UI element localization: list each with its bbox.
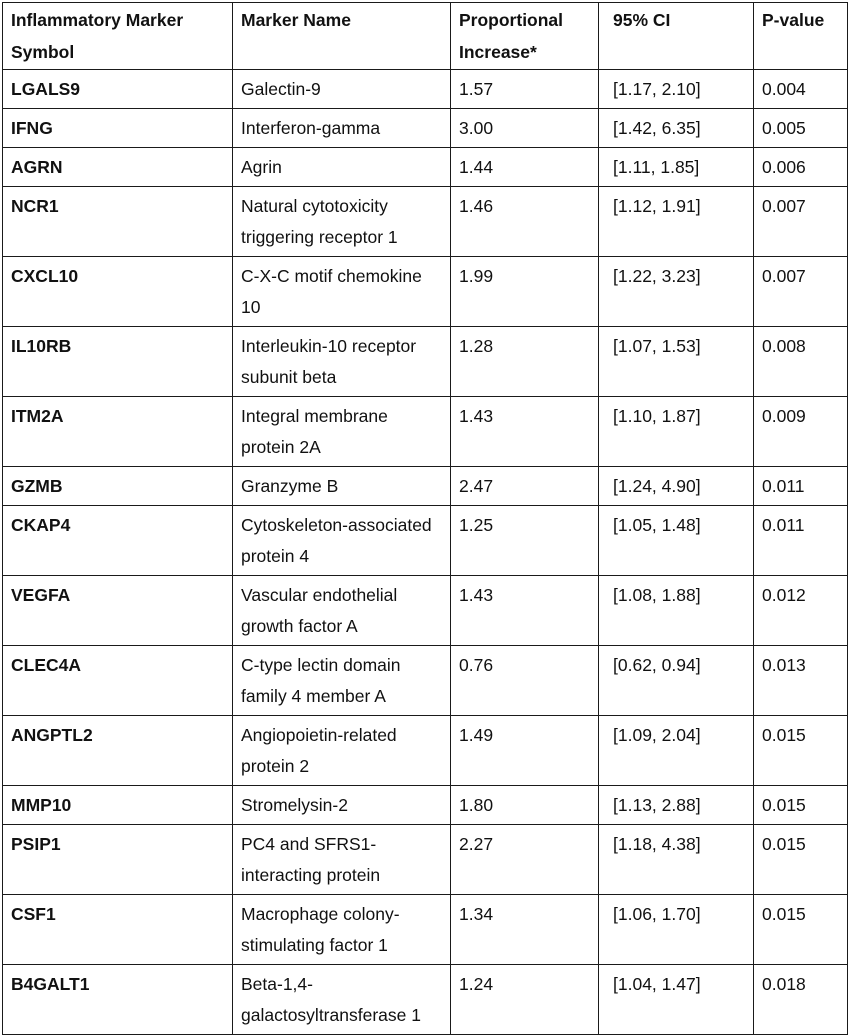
marker-symbol-cell: ANGPTL2 — [3, 716, 233, 786]
p-value-cell: 0.011 — [754, 506, 848, 576]
table-row — [3, 895, 848, 965]
table-row — [3, 257, 848, 327]
marker-symbol-cell: MMP10 — [3, 786, 233, 825]
proportional-increase-cell: 2.47 — [451, 467, 599, 506]
marker-name-cell: Macrophage colony-stimulating factor 1 — [233, 895, 451, 965]
confidence-interval-cell: [1.06, 1.70] — [599, 895, 754, 965]
marker-symbol-cell: PSIP1 — [3, 825, 233, 895]
p-value-cell: 0.008 — [754, 327, 848, 397]
table-row — [3, 646, 848, 716]
table-row — [3, 965, 848, 1035]
confidence-interval-cell: [1.11, 1.85] — [599, 148, 754, 187]
inflammatory-marker-table — [2, 2, 848, 1035]
confidence-interval-cell: [1.04, 1.47] — [599, 965, 754, 1035]
table-row — [3, 467, 848, 506]
p-value-cell: 0.009 — [754, 397, 848, 467]
confidence-interval-cell: [1.17, 2.10] — [599, 70, 754, 109]
marker-name-cell: Integral membrane protein 2A — [233, 397, 451, 467]
table-row — [3, 716, 848, 786]
p-value-cell: 0.011 — [754, 467, 848, 506]
proportional-increase-cell: 1.57 — [451, 70, 599, 109]
table-row — [3, 825, 848, 895]
proportional-increase-cell: 1.99 — [451, 257, 599, 327]
marker-symbol-cell: IFNG — [3, 109, 233, 148]
p-value-cell: 0.004 — [754, 70, 848, 109]
proportional-increase-cell: 2.27 — [451, 825, 599, 895]
confidence-interval-cell: [1.24, 4.90] — [599, 467, 754, 506]
p-value-cell: 0.015 — [754, 786, 848, 825]
table-row — [3, 187, 848, 257]
marker-symbol-cell: B4GALT1 — [3, 965, 233, 1035]
marker-name-cell: C-X-C motif chemokine 10 — [233, 257, 451, 327]
p-value-cell: 0.013 — [754, 646, 848, 716]
table-row — [3, 397, 848, 467]
marker-symbol-cell: ITM2A — [3, 397, 233, 467]
header-marker-name: Marker Name — [233, 3, 451, 70]
marker-symbol-cell: GZMB — [3, 467, 233, 506]
proportional-increase-cell: 3.00 — [451, 109, 599, 148]
table-row — [3, 506, 848, 576]
proportional-increase-cell: 1.49 — [451, 716, 599, 786]
marker-name-cell: Galectin-9 — [233, 70, 451, 109]
marker-name-cell: Agrin — [233, 148, 451, 187]
confidence-interval-cell: [1.42, 6.35] — [599, 109, 754, 148]
table-row — [3, 109, 848, 148]
marker-symbol-cell: IL10RB — [3, 327, 233, 397]
confidence-interval-cell: [1.08, 1.88] — [599, 576, 754, 646]
proportional-increase-cell: 1.34 — [451, 895, 599, 965]
marker-symbol-cell: AGRN — [3, 148, 233, 187]
table-row — [3, 148, 848, 187]
proportional-increase-cell: 1.24 — [451, 965, 599, 1035]
confidence-interval-cell: [0.62, 0.94] — [599, 646, 754, 716]
table-body — [3, 70, 848, 1035]
proportional-increase-cell: 1.43 — [451, 397, 599, 467]
marker-name-cell: Stromelysin-2 — [233, 786, 451, 825]
proportional-increase-cell: 0.76 — [451, 646, 599, 716]
confidence-interval-cell: [1.22, 3.23] — [599, 257, 754, 327]
confidence-interval-cell: [1.18, 4.38] — [599, 825, 754, 895]
table-row — [3, 327, 848, 397]
header-p-value: P-value — [754, 3, 848, 70]
proportional-increase-cell: 1.44 — [451, 148, 599, 187]
marker-name-cell: Beta-1,4-galactosyltransferase 1 — [233, 965, 451, 1035]
marker-name-cell: Interleukin-10 receptor subunit beta — [233, 327, 451, 397]
marker-name-cell: Vascular endothelial growth factor A — [233, 576, 451, 646]
table-row — [3, 70, 848, 109]
marker-name-cell: Cytoskeleton-associated protein 4 — [233, 506, 451, 576]
confidence-interval-cell: [1.05, 1.48] — [599, 506, 754, 576]
confidence-interval-cell: [1.12, 1.91] — [599, 187, 754, 257]
marker-name-cell: Granzyme B — [233, 467, 451, 506]
table-header-row — [3, 3, 848, 70]
marker-symbol-cell: LGALS9 — [3, 70, 233, 109]
marker-symbol-cell: CKAP4 — [3, 506, 233, 576]
p-value-cell: 0.012 — [754, 576, 848, 646]
header-marker-symbol: Inflammatory Marker Symbol — [3, 3, 233, 70]
marker-name-cell: Natural cytotoxicity triggering receptor 1 — [233, 187, 451, 257]
p-value-cell: 0.015 — [754, 825, 848, 895]
marker-name-cell: Angiopoietin-related protein 2 — [233, 716, 451, 786]
header-proportional-increase: Proportional Increase* — [451, 3, 599, 70]
marker-name-cell: PC4 and SFRS1-interacting protein — [233, 825, 451, 895]
proportional-increase-cell: 1.43 — [451, 576, 599, 646]
table-row — [3, 786, 848, 825]
marker-symbol-cell: NCR1 — [3, 187, 233, 257]
proportional-increase-cell: 1.28 — [451, 327, 599, 397]
p-value-cell: 0.007 — [754, 187, 848, 257]
header-95-ci: 95% CI — [599, 3, 754, 70]
confidence-interval-cell: [1.13, 2.88] — [599, 786, 754, 825]
p-value-cell: 0.005 — [754, 109, 848, 148]
p-value-cell: 0.015 — [754, 716, 848, 786]
p-value-cell: 0.018 — [754, 965, 848, 1035]
proportional-increase-cell: 1.25 — [451, 506, 599, 576]
confidence-interval-cell: [1.10, 1.87] — [599, 397, 754, 467]
marker-symbol-cell: CSF1 — [3, 895, 233, 965]
p-value-cell: 0.007 — [754, 257, 848, 327]
proportional-increase-cell: 1.46 — [451, 187, 599, 257]
marker-symbol-cell: CLEC4A — [3, 646, 233, 716]
p-value-cell: 0.015 — [754, 895, 848, 965]
confidence-interval-cell: [1.07, 1.53] — [599, 327, 754, 397]
marker-symbol-cell: VEGFA — [3, 576, 233, 646]
marker-name-cell: Interferon-gamma — [233, 109, 451, 148]
confidence-interval-cell: [1.09, 2.04] — [599, 716, 754, 786]
marker-symbol-cell: CXCL10 — [3, 257, 233, 327]
marker-name-cell: C-type lectin domain family 4 member A — [233, 646, 451, 716]
proportional-increase-cell: 1.80 — [451, 786, 599, 825]
table-row — [3, 576, 848, 646]
p-value-cell: 0.006 — [754, 148, 848, 187]
